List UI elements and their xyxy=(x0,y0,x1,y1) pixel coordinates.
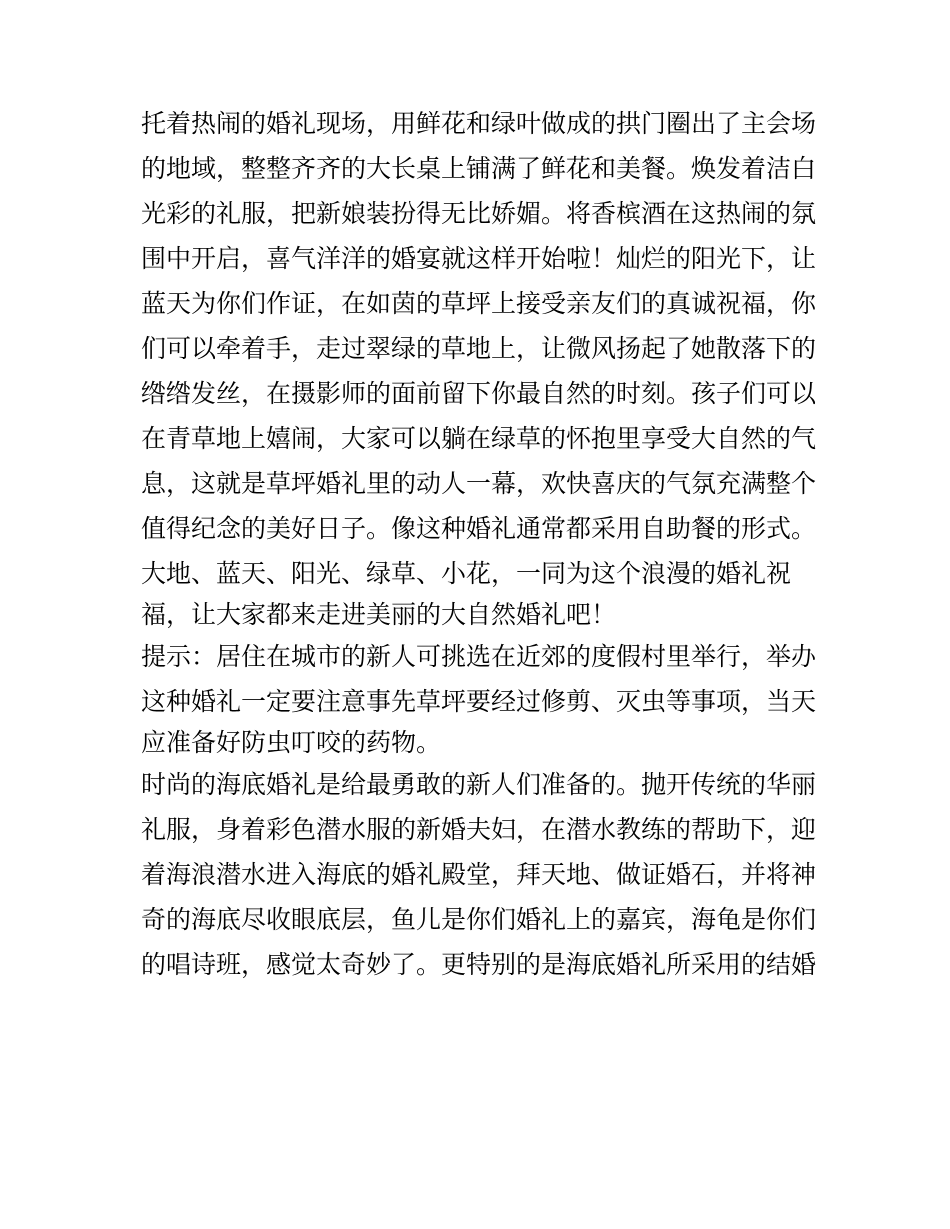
paragraph-lawn-wedding xyxy=(141,101,821,634)
paragraph-underwater-wedding xyxy=(141,762,821,987)
text-line: 着海浪潜水进入海底的婚礼殿堂，拜天地、做证婚石，并将神 xyxy=(141,860,817,889)
text-line: 光彩的礼服，把新娘装扮得无比娇媚。将香槟酒在这热闹的氛 xyxy=(141,199,817,228)
text-line: 大地、蓝天、阳光、绿草、小花，一同为这个浪漫的婚礼祝 xyxy=(141,559,792,588)
text-line: 应准备好防虫叮咬的药物。 xyxy=(141,728,442,757)
text-line: 息，这就是草坪婚礼里的动人一幕，欢快喜庆的气氛充满整个 xyxy=(141,469,817,498)
text-line: 时尚的海底婚礼是给最勇敢的新人们准备的。抛开传统的华丽 xyxy=(141,770,817,799)
text-line: 绺绺发丝，在摄影师的面前留下你最自然的时刻。孩子们可以 xyxy=(141,379,817,408)
text-line: 提示：居住在城市的新人可挑选在近郊的度假村里举行，举办 xyxy=(141,642,817,671)
text-line: 的地域，整整齐齐的大长桌上铺满了鲜花和美餐。焕发着洁白 xyxy=(141,154,817,183)
text-line: 值得纪念的美好日子。像这种婚礼通常都采用自助餐的形式。 xyxy=(141,514,817,543)
text-line: 蓝天为你们作证，在如茵的草坪上接受亲友们的真诚祝福，你 xyxy=(141,289,817,318)
text-line: 托着热闹的婚礼现场，用鲜花和绿叶做成的拱门圈出了主会场 xyxy=(141,109,817,138)
paragraph-tip xyxy=(141,634,821,762)
text-line: 们可以牵着手，走过翠绿的草地上，让微风扬起了她散落下的 xyxy=(141,334,817,363)
document-body xyxy=(141,101,821,987)
text-line: 这种婚礼一定要注意事先草坪要经过修剪、灭虫等事项，当天 xyxy=(141,687,817,716)
text-line: 围中开启，喜气洋洋的婚宴就这样开始啦！灿烂的阳光下，让 xyxy=(141,244,817,273)
text-line: 奇的海底尽收眼底层，鱼儿是你们婚礼上的嘉宾，海龟是你们 xyxy=(141,905,817,934)
text-line: 在青草地上嬉闹，大家可以躺在绿草的怀抱里享受大自然的气 xyxy=(141,424,817,453)
text-line: 礼服，身着彩色潜水服的新婚夫妇，在潜水教练的帮助下，迎 xyxy=(141,815,817,844)
text-line: 福，让大家都来走进美丽的大自然婚礼吧！ xyxy=(141,600,617,629)
text-line: 的唱诗班，感觉太奇妙了。更特别的是海底婚礼所采用的结婚 xyxy=(141,950,817,979)
